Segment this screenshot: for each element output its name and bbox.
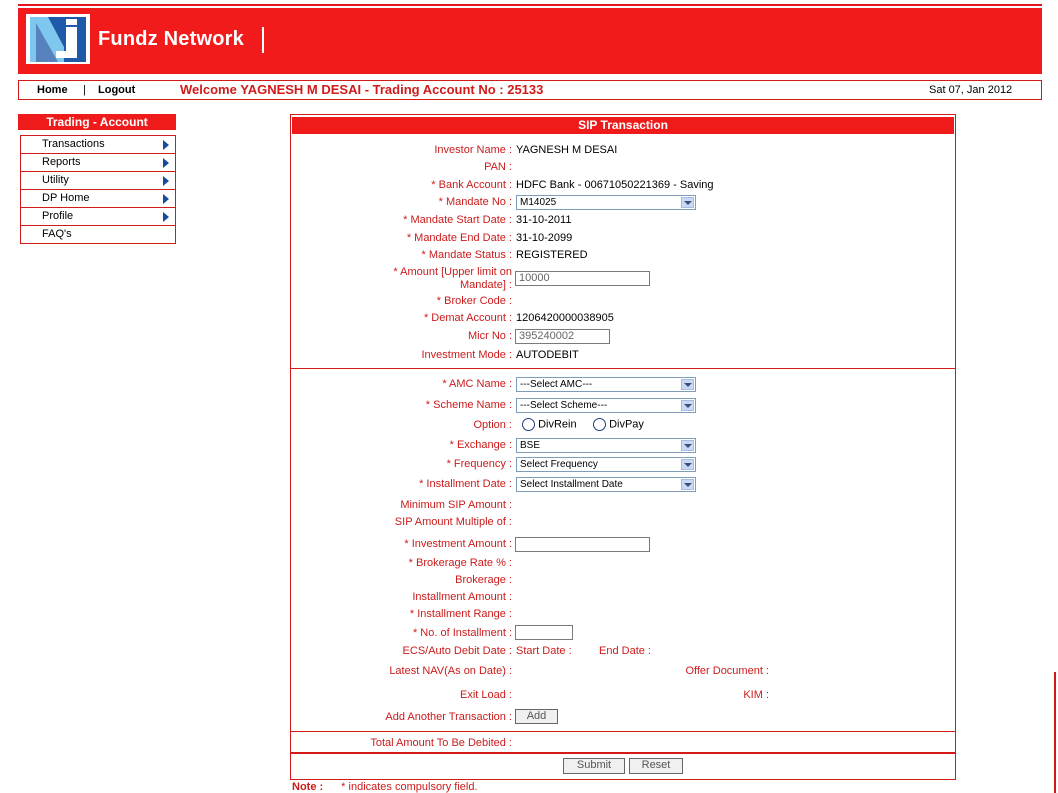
latest-nav-label: Latest NAV(As on Date) : [389,665,512,677]
home-link[interactable]: Home [37,84,68,96]
amc-name-label: * AMC Name : [442,378,512,390]
installment-date-label: * Installment Date : [419,478,512,490]
mandate-status-value: REGISTERED [516,249,588,261]
total-amount-label: Total Amount To Be Debited : [370,737,512,749]
sidebar-item-reports[interactable] [21,154,175,172]
sidebar-item-label: FAQ's [42,228,72,240]
scheme-name-select[interactable] [516,398,696,413]
option-label: Option : [473,419,512,431]
broker-code-label: * Broker Code : [436,295,512,307]
arrow-right-icon [163,212,169,222]
option-divrein[interactable] [522,418,577,431]
sidebar-menu [20,135,176,244]
installment-amount-label: Installment Amount : [412,591,512,603]
sidebar-item-label: DP Home [42,192,90,204]
mandate-end-label: * Mandate End Date : [406,232,512,244]
investment-amount-input[interactable] [515,537,650,552]
chevron-down-icon [681,440,694,451]
divpay-label: DivPay [609,418,644,431]
divrein-radio[interactable] [522,418,535,431]
welcome-message: Welcome YAGNESH M DESAI - Trading Account No : 25133 [180,82,544,97]
pan-label: PAN : [484,161,512,173]
investment-mode-label: Investment Mode : [421,349,512,361]
ecs-date-label: ECS/Auto Debit Date : [402,645,512,657]
brokerage-rate-label: * Brokerage Rate % : [408,557,512,569]
end-date-label: End Date : [599,645,651,657]
frequency-selected: Select Frequency [520,459,598,470]
start-date-label: Start Date : [516,645,572,657]
sidebar-item-dp-home[interactable] [21,190,175,208]
investment-mode-value: AUTODEBIT [516,349,579,361]
arrow-right-icon [163,140,169,150]
investor-name-value: YAGNESH M DESAI [516,144,618,156]
amc-selected: ---Select AMC--- [520,379,593,390]
note-text: * indicates compulsory field. [341,781,478,793]
no-of-installment-label: * No. of Installment : [412,627,512,639]
exchange-selected: BSE [520,440,541,451]
mandate-no-selected: M14025 [520,197,557,208]
amount-label-line1: * Amount [Upper limit on [393,266,512,278]
arrow-right-icon [163,176,169,186]
brand-separator [262,27,264,53]
investor-name-label: Investor Name : [434,144,512,156]
mandate-start-label: * Mandate Start Date : [403,214,512,226]
option-divpay[interactable] [593,418,644,431]
installment-date-selected: Select Installment Date [520,479,623,490]
frequency-select[interactable] [516,457,696,472]
bank-account-label: * Bank Account : [431,179,512,191]
bank-account-value: HDFC Bank - 00671050221369 - Saving [516,179,714,191]
section-divider [290,752,956,754]
chevron-down-icon [681,479,694,490]
divrein-label: DivRein [538,418,577,431]
offer-document-label: Offer Document : [685,665,769,677]
amount-label-line2: Mandate] : [460,279,512,291]
sidebar-item-label: Transactions [42,138,105,150]
nj-logo-icon [30,17,86,62]
frequency-label: * Frequency : [446,458,512,470]
sidebar-item-utility[interactable] [21,172,175,190]
chevron-down-icon [681,400,694,411]
arrow-right-icon [163,158,169,168]
section-divider [290,731,956,732]
sip-multiple-label: SIP Amount Multiple of : [394,516,512,528]
submit-button[interactable]: Submit [563,758,625,774]
micr-input[interactable]: 395240002 [515,329,610,344]
demat-account-label: * Demat Account : [423,312,512,324]
sidebar-item-faqs[interactable] [21,226,175,243]
panel-title: SIP Transaction [292,117,954,134]
min-sip-label: Minimum SIP Amount : [400,499,512,511]
exchange-label: * Exchange : [449,439,512,451]
sidebar-item-transactions[interactable] [21,136,175,154]
nav-separator: | [83,84,86,96]
note-label: Note : [292,781,324,793]
add-another-label: Add Another Transaction : [385,711,512,723]
divpay-radio[interactable] [593,418,606,431]
micr-label: Micr No : [468,330,512,342]
exchange-select[interactable] [516,438,696,453]
demat-account-value: 1206420000038905 [516,312,614,324]
kim-label: KIM : [743,689,769,701]
amc-name-select[interactable] [516,377,696,392]
installment-range-label: * Installment Range : [409,608,512,620]
arrow-right-icon [163,194,169,204]
sidebar-item-label: Utility [42,174,69,186]
chevron-down-icon [681,197,694,208]
scheme-name-label: * Scheme Name : [425,399,512,411]
mandate-start-value: 31-10-2011 [516,214,572,226]
brand-name: Fundz Network [98,28,244,50]
chevron-down-icon [681,379,694,390]
sidebar-item-label: Reports [42,156,81,168]
note [292,781,478,793]
investment-amount-label: * Investment Amount : [404,538,512,550]
mandate-end-value: 31-10-2099 [516,232,573,244]
scheme-selected: ---Select Scheme--- [520,400,608,411]
installment-date-select[interactable] [516,477,696,492]
exit-load-label: Exit Load : [460,689,512,701]
current-date: Sat 07, Jan 2012 [929,84,1013,96]
no-of-installment-input[interactable] [515,625,573,640]
logout-link[interactable]: Logout [98,84,136,96]
sidebar-item-label: Profile [42,210,74,222]
right-edge-rule [1054,672,1056,793]
amount-input[interactable]: 10000 [515,271,650,286]
sidebar-item-profile[interactable] [21,208,175,226]
top-rule [18,4,1042,6]
brokerage-label: Brokerage : [455,574,512,586]
reset-button[interactable]: Reset [629,758,683,774]
mandate-no-select[interactable] [516,195,696,210]
mandate-no-label: * Mandate No : [438,196,512,208]
mandate-status-label: * Mandate Status : [421,249,512,261]
section-divider [290,368,956,369]
sidebar-title: Trading - Account [18,114,176,130]
chevron-down-icon [681,459,694,470]
add-button[interactable]: Add [515,709,558,724]
